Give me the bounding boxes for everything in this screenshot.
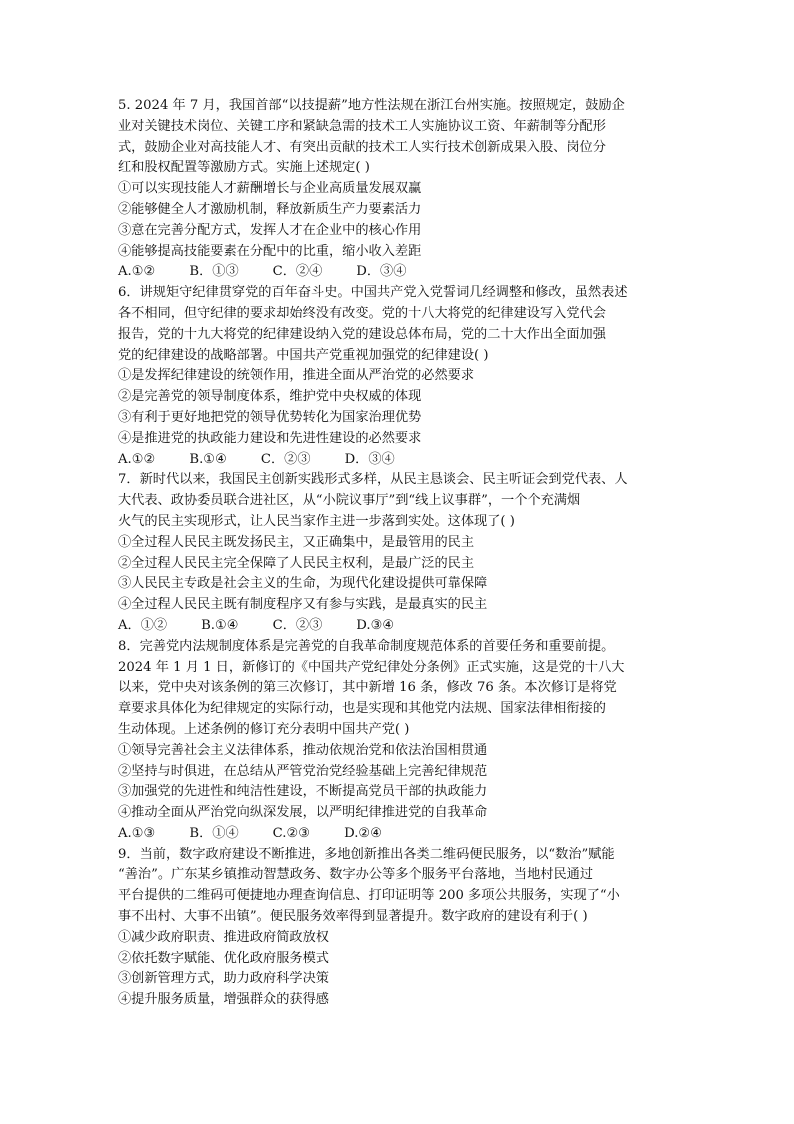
question-stem-line: 事不出村、大事不出镇”。便民服务效率得到显著提升。数字政府的建设有利于( ) bbox=[118, 909, 588, 925]
question-stem-line: 式，鼓励企业对高技能人才、有突出贡献的技术工人实行技术创新成果入股、岗位分 bbox=[118, 139, 606, 155]
question-stem-line: 生动体现。上述条例的修订充分表明中国共产党( ) bbox=[118, 721, 410, 737]
question-stem-line: 9．当前，数字政府建设不断推进，多地创新推出各类二维码便民服务，以“数治”赋能 bbox=[118, 846, 615, 862]
statement-option: ②全过程人民民主完全保障了人民民主权利，是最广泛的民主 bbox=[118, 555, 475, 571]
question-stem-line: 业对关键技术岗位、关键工序和紧缺急需的技术工人实施协议工资、年薪制等分配形 bbox=[118, 118, 606, 134]
answer-choice[interactable]: C.②③ bbox=[272, 825, 311, 841]
answer-choice[interactable]: A.①② bbox=[118, 451, 156, 467]
question-stem-line: “善治”。广东某乡镇推动智慧政务、数字办公等多个服务平台落地，当地村民通过 bbox=[118, 867, 594, 883]
statement-option: ③有利于更好地把党的领导优势转化为国家治理优势 bbox=[118, 409, 422, 425]
question-stem-line: 党的纪律建设的战略部署。中国共产党重视加强党的纪律建设( ) bbox=[118, 347, 489, 363]
question-stem-line: 平台提供的二维码可便捷地办理查询信息、打印证明等 200 多项公共服务，实现了“小 bbox=[118, 888, 620, 904]
question-stem-line: 报告，党的十九大将党的纪律建设纳入党的建设总体布局，党的二十大作出全面加强 bbox=[118, 326, 606, 342]
question-stem-line: 5. 2024 年 7 月，我国首部“以技提薪”地方性法规在浙江台州实施。按照规定，鼓励企 bbox=[118, 98, 625, 113]
answer-choice[interactable]: D．③④ bbox=[356, 264, 407, 280]
answer-choice[interactable]: A.①③ bbox=[118, 825, 156, 841]
statement-option: ③人民民主专政是社会主义的生命，为现代化建设提供可靠保障 bbox=[118, 576, 488, 592]
answer-choice[interactable]: B.①④ bbox=[189, 451, 227, 467]
exam-page bbox=[118, 96, 678, 1011]
question-stem-line: 火气的民主实现形式，让人民当家作主进一步落到实处。这体现了( ) bbox=[118, 513, 515, 529]
question-stem-line: 8．完善党内法规制度体系是完善党的自我革命制度规范体系的首要任务和重要前提。 bbox=[118, 638, 615, 654]
answer-choice[interactable]: B.①④ bbox=[201, 617, 239, 633]
answer-choice[interactable]: D.③④ bbox=[356, 617, 395, 633]
question-stem-line: 各不相同，但守纪律的要求却始终没有改变。党的十八大将党的纪律建设写入党代会 bbox=[118, 305, 606, 321]
answer-choice[interactable]: A.①② bbox=[118, 264, 156, 280]
answer-choice[interactable]: C．②④ bbox=[272, 264, 323, 280]
answer-choice[interactable]: C．②③ bbox=[260, 451, 311, 467]
statement-option: ④推动全面从严治党向纵深发展，以严明纪律推进党的自我革命 bbox=[118, 805, 488, 821]
statement-option: ④是推进党的执政能力建设和先进性建设的必然要求 bbox=[118, 430, 422, 446]
statement-option: ②依托数字赋能、优化政府服务模式 bbox=[118, 950, 329, 966]
statement-option: ④提升服务质量，增强群众的获得感 bbox=[118, 992, 329, 1008]
answer-choices bbox=[118, 262, 678, 283]
answer-choice[interactable]: C．②③ bbox=[272, 617, 323, 633]
statement-option: ③加强党的先进性和纯洁性建设，不断提高党员干部的执政能力 bbox=[118, 784, 488, 800]
statement-option: ①可以实现技能人才薪酬增长与企业高质量发展双赢 bbox=[118, 181, 422, 197]
question-stem-line: 6．讲规矩守纪律贯穿党的百年奋斗史。中国共产党入党誓词几经调整和修改，虽然表述 bbox=[118, 285, 628, 301]
statement-option: ①是发挥纪律建设的统领作用，推进全面从严治党的必然要求 bbox=[118, 368, 475, 384]
statement-option: ①全过程人民民主既发扬民主，又正确集中，是最管用的民主 bbox=[118, 534, 475, 550]
answer-choices bbox=[118, 824, 678, 845]
statement-option: ①减少政府职责、推进政府简政放权 bbox=[118, 929, 329, 945]
statement-option: ③创新管理方式，助力政府科学决策 bbox=[118, 971, 329, 987]
statement-option: ④能够提高技能要素在分配中的比重，缩小收入差距 bbox=[118, 243, 422, 259]
answer-choice[interactable]: B．①③ bbox=[189, 264, 239, 280]
statement-option: ②坚持与时俱进，在总结从严管党治党经验基础上完善纪律规范 bbox=[118, 763, 488, 779]
statement-option: ③意在完善分配方式，发挥人才在企业中的核心作用 bbox=[118, 222, 422, 238]
question-stem-line: 7．新时代以来，我国民主创新实践形式多样，从民主恳谈会、民主听证会到党代表、人 bbox=[118, 472, 628, 488]
statement-option: ④全过程人民民主既有制度程序又有参与实践，是最真实的民主 bbox=[118, 597, 488, 613]
question-stem-line: 章要求具体化为纪律规定的实际行动，也是实现和其他党内法规、国家法律相衔接的 bbox=[118, 701, 606, 717]
question-stem-line: 2024 年 1 月 1 日，新修订的《中国共产党纪律处分条例》正式实施，这是党的十八大 bbox=[118, 659, 625, 675]
answer-choices bbox=[118, 616, 678, 637]
statement-option: ①领导完善社会主义法律体系，推动依规治党和依法治国相贯通 bbox=[118, 742, 488, 758]
question-9 bbox=[118, 845, 678, 1011]
answer-choice[interactable]: D．③④ bbox=[344, 451, 395, 467]
question-6 bbox=[118, 283, 678, 470]
statement-option: ②是完善党的领导制度体系，维护党中央权威的体现 bbox=[118, 389, 422, 405]
question-5 bbox=[118, 96, 678, 283]
answer-choice[interactable]: A．①② bbox=[118, 617, 168, 633]
question-stem-line: 以来，党中央对该条例的第三次修订，其中新增 16 条，修改 76 条。本次修订是将党 bbox=[118, 680, 617, 696]
question-8 bbox=[118, 637, 678, 845]
statement-option: ②能够健全人才激励机制，释放新质生产力要素活力 bbox=[118, 201, 422, 217]
question-7 bbox=[118, 470, 678, 636]
answer-choice[interactable]: D.②④ bbox=[344, 825, 383, 841]
answer-choice[interactable]: B．①④ bbox=[189, 825, 239, 841]
answer-choices bbox=[118, 450, 678, 471]
question-stem-line: 大代表、政协委员联合进社区，从“小院议事厅”到“线上议事群”，一个个充满烟 bbox=[118, 493, 581, 509]
question-stem-line: 红和股权配置等激励方式。实施上述规定( ) bbox=[118, 160, 370, 176]
